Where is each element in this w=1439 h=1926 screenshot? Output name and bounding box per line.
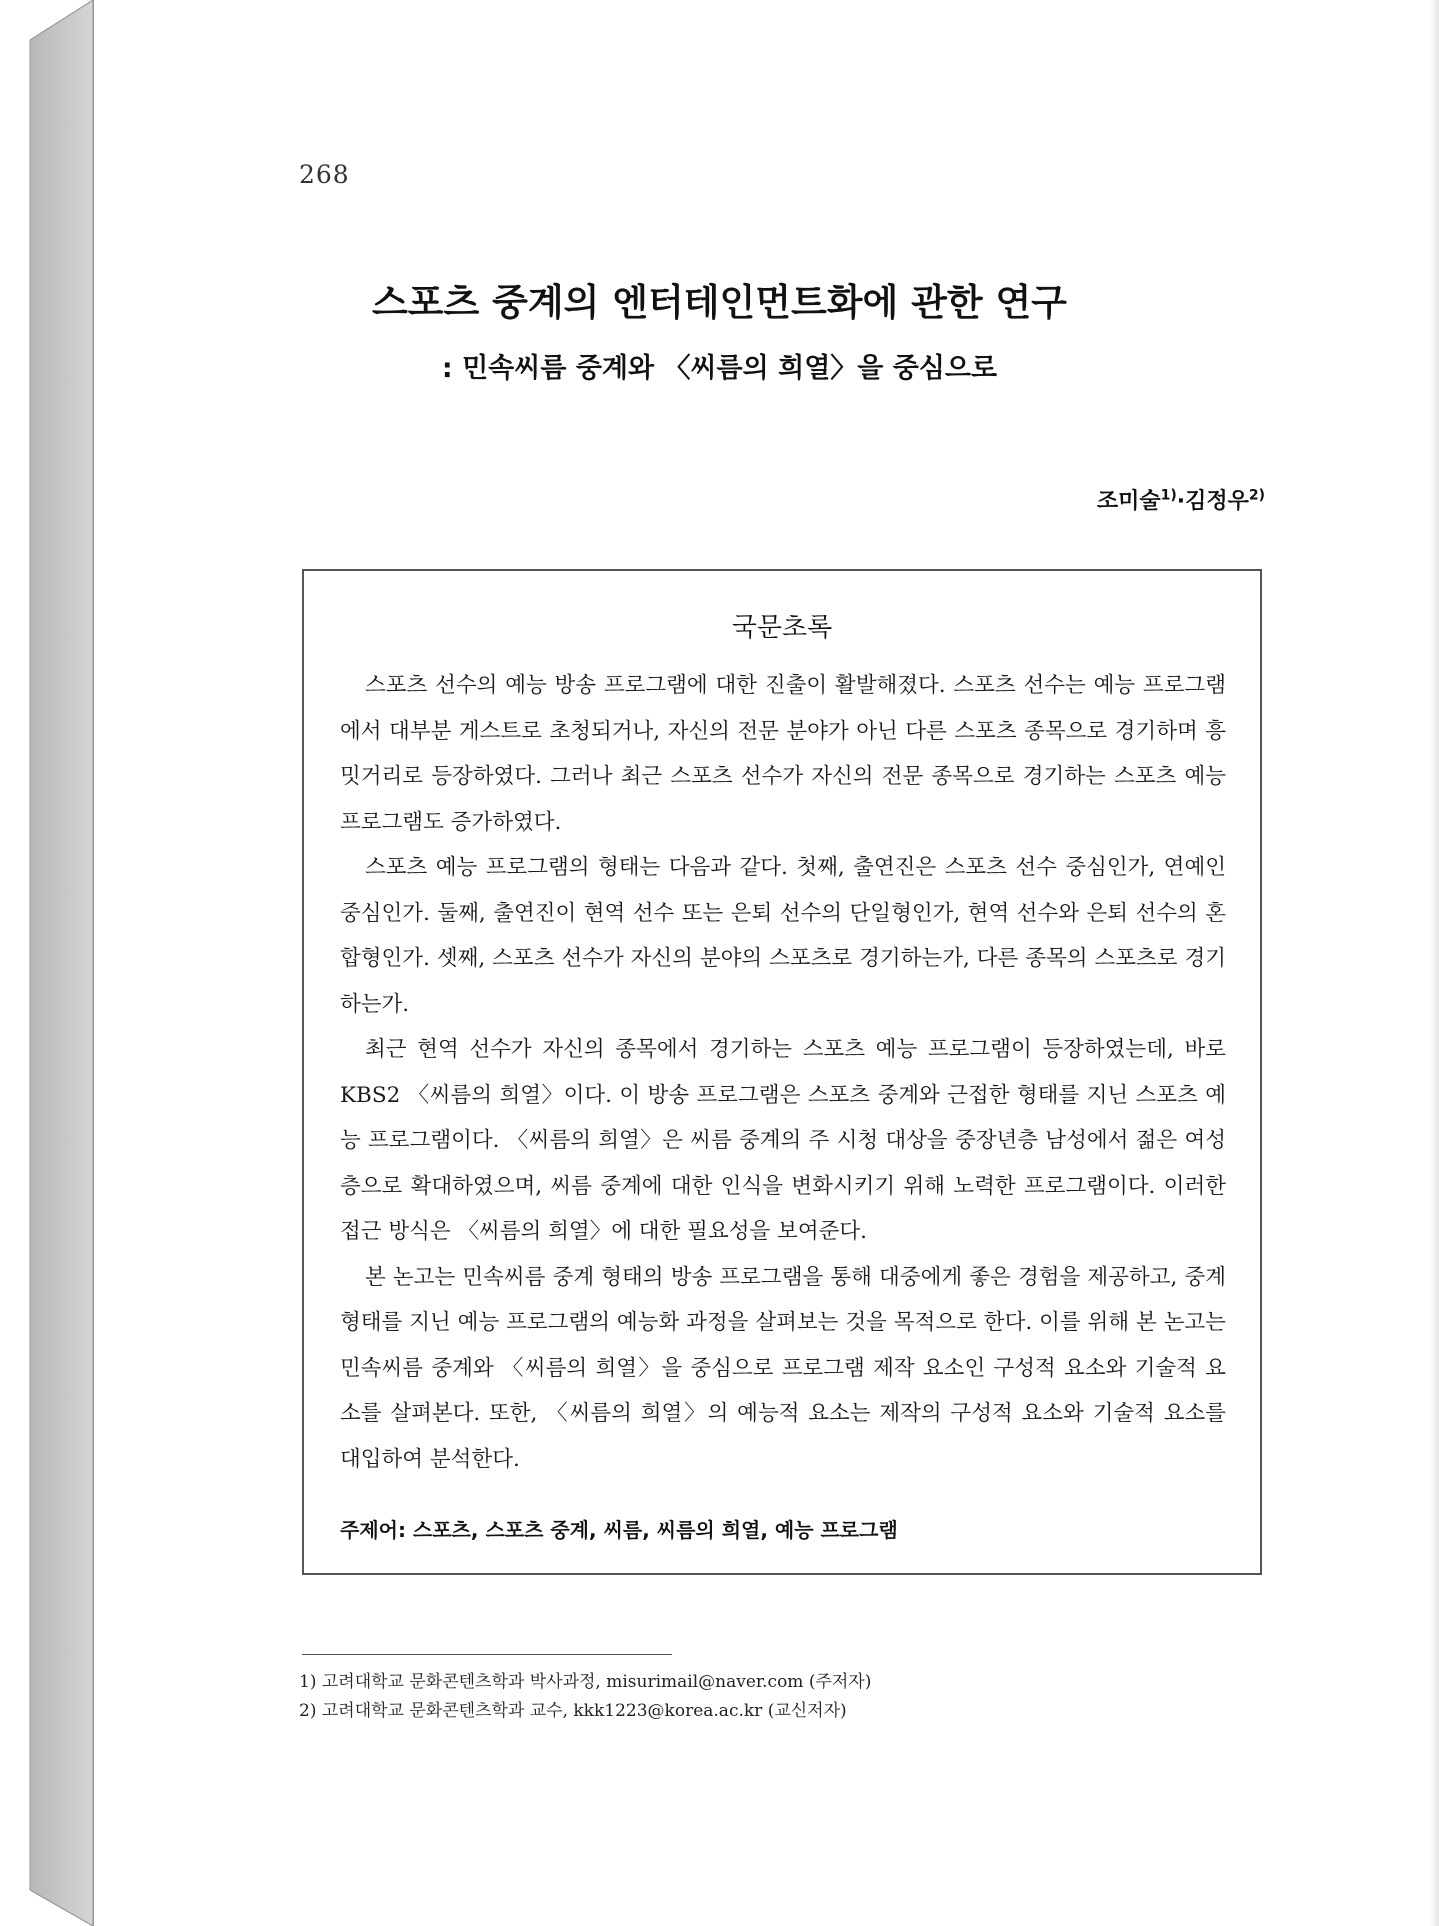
author-separator: · [1176,489,1186,514]
abstract-paragraph: 스포츠 예능 프로그램의 형태는 다음과 같다. 첫째, 출연진은 스포츠 선수 중심인가, 연예인 중심인가. 둘째, 출연진이 현역 선수 또는 은퇴 선수의 단일형인가, 현역 선수와 은퇴 선수의 혼합형인가. 셋째, 스포츠 선수가 자신의 분야의 스포츠로 경기하는가, 다른 종목의 스포츠로 경기하는가. [340,855,1226,1017]
abstract-paragraph: 본 논고는 민속씨름 중계 형태의 방송 프로그램을 통해 대중에게 좋은 경험을 제공하고, 중계 형태를 지닌 예능 프로그램의 예능화 과정을 살펴보는 것을 목적으로 한다. 이를 위해 본 논고는 민속씨름 중계와 〈씨름의 희열〉을 중심으로 프로그램 제작 요소인 구성적 요소와 기술적 요소를 살펴본다. 또한, 〈씨름의 희열〉의 예능적 요소는 제작의 구성적 요소와 기술적 요소를 대입하여 분석한다. [340,1264,1226,1472]
footnote: 2) 고려대학교 문화콘텐츠학과 교수, kkk1223@korea.ac.kr (교신저자) [299,1701,847,1721]
footnote-marker: 2) [1248,487,1265,504]
author-name: 조미술 [1096,489,1161,514]
abstract-heading: 국문초록 [731,613,833,643]
abstract-box [302,569,1262,1575]
footnote-marker: 1) [1160,487,1177,504]
keywords: 주제어: 스포츠, 스포츠 중계, 씨름, 씨름의 희열, 예능 프로그램 [340,1518,898,1542]
paper-subtitle: : 민속씨름 중계와 〈씨름의 희열〉을 중심으로 [441,353,998,384]
abstract-body [340,663,1226,1482]
paper-title: 스포츠 중계의 엔터테인먼트화에 관한 연구 [372,281,1067,324]
abstract-paragraph: 최근 현역 선수가 자신의 종목에서 경기하는 스포츠 예능 프로그램이 등장하였는데, 바로 KBS2 〈씨름의 희열〉이다. 이 방송 프로그램은 스포츠 중계와 근접한 형태를 지닌 스포츠 예능 프로그램이다. 〈씨름의 희열〉은 씨름 중계의 주 시청 대상을 중장년층 남성에서 젊은 여성층으로 확대하였으며, 씨름 중계에 대한 인식을 변화시키기 위해 노력한 프로그램이다. 이러한 접근 방식은 〈씨름의 희열〉에 대한 필요성을 보여준다. [340,1037,1226,1244]
page-number: 268 [299,160,350,189]
author-line [1097,484,1265,515]
footnotes [299,1668,871,1726]
author-name: 김정우 [1185,489,1249,514]
footnote: 1) 고려대학교 문화콘텐츠학과 박사과정, misurimail@naver.com (주저자) [299,1672,872,1692]
footnote-divider [302,1654,672,1655]
abstract-paragraph: 스포츠 선수의 예능 방송 프로그램에 대한 진출이 활발해졌다. 스포츠 선수는 예능 프로그램에서 대부분 게스트로 초청되거나, 자신의 전문 분야가 아닌 다른 스포츠 종목으로 경기하며 흥밋거리로 등장하였다. 그러나 최근 스포츠 선수가 자신의 전문 종목으로 경기하는 스포츠 예능 프로그램도 증가하였다. [340,673,1226,835]
